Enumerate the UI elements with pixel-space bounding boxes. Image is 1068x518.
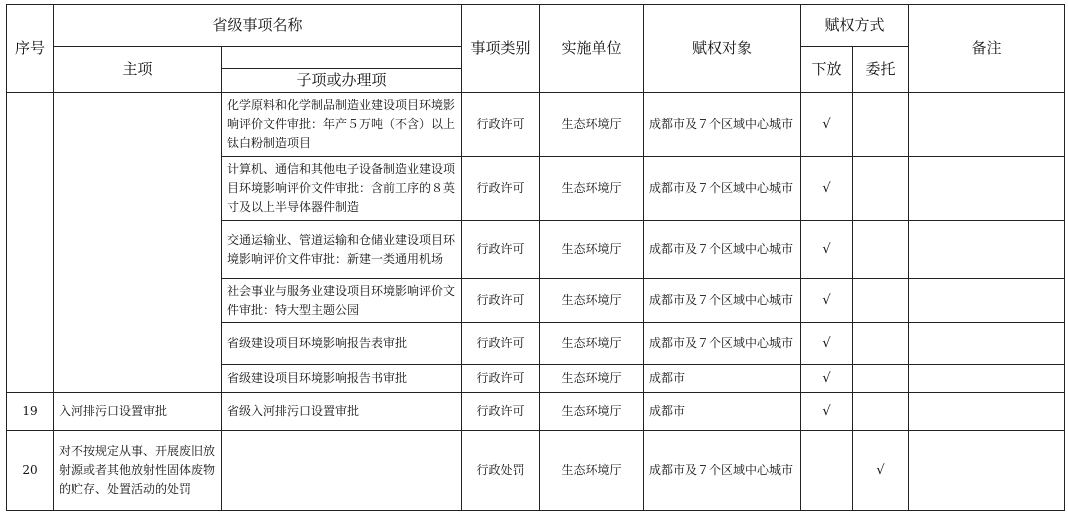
- cell-entrust: [853, 279, 909, 323]
- authorization-table: [6, 4, 1065, 511]
- header-mode: 赋权方式: [801, 5, 909, 47]
- cell-main: 入河排污口设置审批: [54, 393, 222, 431]
- cell-sub: 交通运输业、管道运输和仓储业建设项目环境影响评价文件审批：新建一类通用机场: [222, 221, 462, 279]
- header-seq: 序号: [7, 5, 54, 93]
- cell-sub: 省级建设项目环境影响报告书审批: [222, 365, 462, 393]
- cell-entrust: [853, 221, 909, 279]
- header-item-name: 省级事项名称: [54, 5, 462, 47]
- cell-unit: 生态环境厅: [540, 323, 644, 365]
- cell-delegate: √: [801, 279, 853, 323]
- cell-delegate: √: [801, 365, 853, 393]
- header-category: 事项类别: [462, 5, 540, 93]
- header-delegate: 下放: [801, 47, 853, 93]
- header-entrust: 委托: [853, 47, 909, 93]
- cell-remark: [909, 221, 1065, 279]
- cell-target: 成都市及７个区域中心城市: [644, 431, 801, 511]
- cell-sub: [222, 431, 462, 511]
- header-sub-item: 子项或办理项: [222, 69, 462, 93]
- cell-category: 行政许可: [462, 93, 540, 157]
- cell-remark: [909, 365, 1065, 393]
- cell-unit: 生态环境厅: [540, 157, 644, 221]
- cell-unit: 生态环境厅: [540, 279, 644, 323]
- cell-target: 成都市及７个区域中心城市: [644, 93, 801, 157]
- cell-remark: [909, 279, 1065, 323]
- cell-sub: 省级建设项目环境影响报告表审批: [222, 323, 462, 365]
- table-row: [7, 393, 1065, 431]
- cell-unit: 生态环境厅: [540, 431, 644, 511]
- cell-target: 成都市及７个区域中心城市: [644, 323, 801, 365]
- cell-unit: 生态环境厅: [540, 93, 644, 157]
- cell-target: 成都市: [644, 365, 801, 393]
- table-row: [7, 93, 1065, 157]
- header-target: 赋权对象: [644, 5, 801, 93]
- cell-entrust: [853, 365, 909, 393]
- cell-sub: 计算机、通信和其他电子设备制造业建设项目环境影响评价文件审批：含前工序的８英寸及以上半导体器件制造: [222, 157, 462, 221]
- cell-target: 成都市及７个区域中心城市: [644, 221, 801, 279]
- cell-remark: [909, 393, 1065, 431]
- cell-category: 行政许可: [462, 157, 540, 221]
- header-sub-spacer: [222, 47, 462, 69]
- cell-category: 行政许可: [462, 365, 540, 393]
- cell-remark: [909, 431, 1065, 511]
- cell-delegate: √: [801, 221, 853, 279]
- cell-sub: 化学原料和化学制品制造业建设项目环境影响评价文件审批：年产５万吨（不含）以上钛白粉制造项目: [222, 93, 462, 157]
- cell-remark: [909, 323, 1065, 365]
- cell-category: 行政许可: [462, 323, 540, 365]
- cell-seq: 19: [7, 393, 54, 431]
- cell-entrust: [853, 157, 909, 221]
- cell-delegate: √: [801, 93, 853, 157]
- cell-delegate: √: [801, 393, 853, 431]
- cell-delegate: √: [801, 323, 853, 365]
- cell-main: [54, 93, 222, 393]
- cell-unit: 生态环境厅: [540, 365, 644, 393]
- cell-entrust: [853, 323, 909, 365]
- cell-main: 对不按规定从事、开展废旧放射源或者其他放射性固体废物的贮存、处置活动的处罚: [54, 431, 222, 511]
- cell-category: 行政许可: [462, 279, 540, 323]
- cell-target: 成都市及７个区域中心城市: [644, 157, 801, 221]
- cell-target: 成都市及７个区域中心城市: [644, 279, 801, 323]
- cell-delegate: [801, 431, 853, 511]
- cell-seq: [7, 93, 54, 393]
- cell-entrust: [853, 393, 909, 431]
- header-remark: 备注: [909, 5, 1065, 93]
- cell-unit: 生态环境厅: [540, 221, 644, 279]
- cell-remark: [909, 93, 1065, 157]
- header-unit: 实施单位: [540, 5, 644, 93]
- cell-sub: 社会事业与服务业建设项目环境影响评价文件审批：特大型主题公园: [222, 279, 462, 323]
- table-row: [7, 431, 1065, 511]
- cell-unit: 生态环境厅: [540, 393, 644, 431]
- cell-category: 行政许可: [462, 393, 540, 431]
- cell-category: 行政许可: [462, 221, 540, 279]
- header-main-item: 主项: [54, 47, 222, 93]
- cell-remark: [909, 157, 1065, 221]
- cell-seq: 20: [7, 431, 54, 511]
- cell-entrust: √: [853, 431, 909, 511]
- cell-delegate: √: [801, 157, 853, 221]
- cell-entrust: [853, 93, 909, 157]
- cell-target: 成都市: [644, 393, 801, 431]
- cell-sub: 省级入河排污口设置审批: [222, 393, 462, 431]
- cell-category: 行政处罚: [462, 431, 540, 511]
